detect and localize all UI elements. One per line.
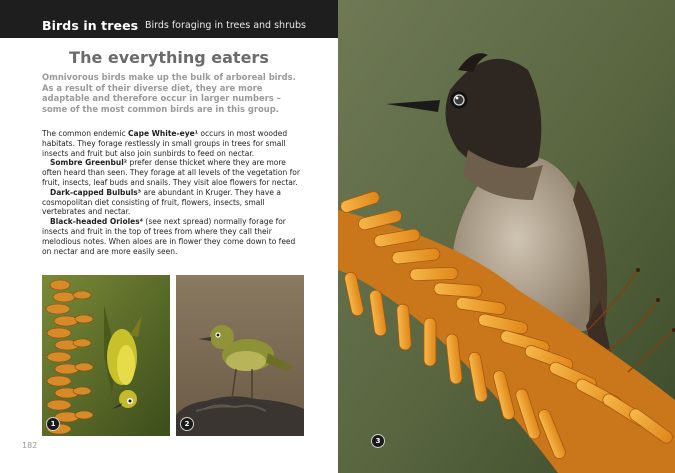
page-number: 182 (22, 441, 38, 450)
dark-capped-bulbul-on-aloe-photo (338, 0, 675, 473)
photo-number-badge: 1 (46, 417, 60, 431)
photo-number-badge: 3 (371, 434, 385, 448)
section-header-bar (0, 0, 338, 38)
species-name: Sombre Greenbul² (50, 158, 128, 168)
page-heading: The everything eaters (69, 48, 269, 67)
sombre-greenbul-on-rock-photo (176, 275, 304, 436)
paragraph-dark-capped-bulbul (42, 188, 304, 217)
section-subtitle: Birds foraging in trees and shrubs (144, 20, 306, 31)
paragraph-black-headed-oriole (42, 217, 304, 256)
paragraph-text: (see next spread) normally forage for insects and fruit in the top of trees from where they call their melodious notes. When aloes are in flower they come down to feed on nectar and are more easily seen. (42, 217, 296, 256)
paragraph-cape-white-eye (42, 129, 304, 158)
photo-sombre-greenbul (176, 275, 304, 436)
paragraph-text: are abundant in Kruger. They have a cosmopolitan diet consisting of fruit, flowers, insects, small vertebrates and nectar. (42, 187, 281, 217)
paragraph-sombre-greenbul (42, 158, 304, 187)
intro-paragraph: Omnivorous birds make up the bulk of arboreal birds. As a result of their diverse diet, they are more adaptable and therefore occur in larger numbers – some of the most common birds are in this group. (42, 72, 296, 114)
photo-cape-white-eye (42, 275, 170, 436)
photo-number-badge: 2 (180, 417, 194, 431)
cape-white-eye-on-aloe-photo (42, 275, 170, 436)
species-name: Black-headed Orioles⁴ (50, 217, 144, 227)
species-name: Cape White-eye¹ (128, 129, 198, 138)
paragraph-prefix: The common endemic (42, 129, 129, 138)
paragraph-text: prefer dense thicket where they are more often heard than seen. They forage at all levels of the vegetation for fruit, insects, leaf buds and snails. They visit aloe flowers for nectar. (42, 158, 300, 187)
paragraph-text: occurs in most wooded habitats. They forage restlessly in small groups in trees for small insects and fruit but also join sunbirds to feed on nectar. (42, 129, 288, 158)
species-name: Dark-capped Bulbuls³ (50, 187, 142, 197)
right-page-photo (338, 0, 675, 473)
body-text (42, 129, 304, 256)
section-title: Birds in trees (42, 18, 139, 33)
